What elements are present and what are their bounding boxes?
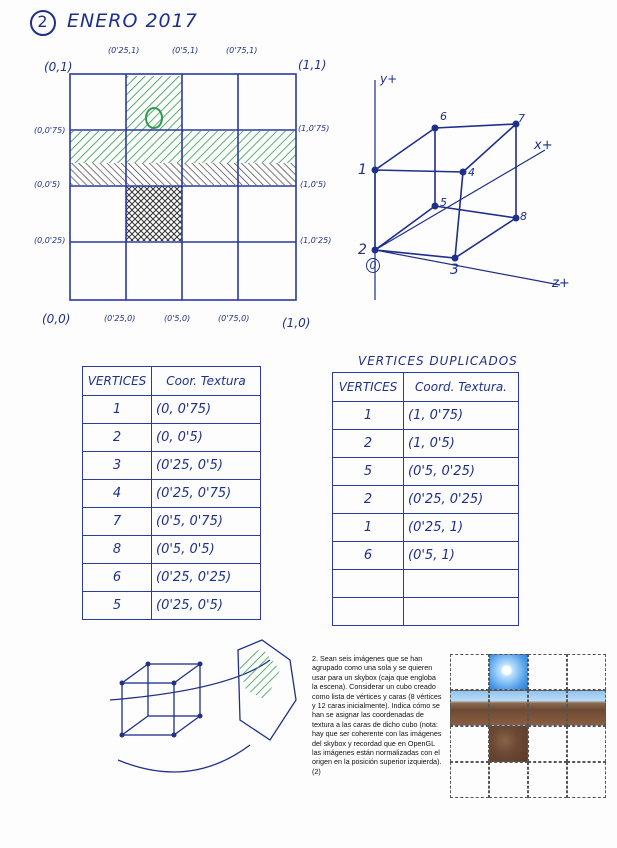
duplicated-vertices-title: VERTICES DUPLICADOS	[358, 354, 518, 368]
texcoord-cell: (0'5, 0'25)	[404, 458, 519, 486]
table-row	[333, 486, 519, 514]
uv-bottom-label: (0'5,0)	[164, 314, 191, 323]
texcoord-cell: (0'5, 0'5)	[152, 536, 261, 564]
table-row	[333, 542, 519, 570]
cube-axes	[375, 80, 560, 300]
table-row	[333, 402, 519, 430]
texcoord-cell: (0, 0'5)	[152, 424, 261, 452]
table-row	[83, 536, 261, 564]
exercise-number: 2	[30, 10, 56, 36]
col-header-vertices: VERTICES	[83, 367, 152, 396]
texture-coords-table	[82, 366, 261, 620]
skybox-back-face	[567, 690, 606, 726]
texcoord-cell: (0'25, 1)	[404, 514, 519, 542]
texcoord-cell: (0'25, 0'25)	[152, 564, 261, 592]
vertex-label: 6	[440, 110, 447, 123]
skybox-bottom-face	[489, 726, 528, 762]
table-row	[333, 514, 519, 542]
vertex-cell: 2	[333, 430, 404, 458]
uv-corner-top-right: (1,1)	[298, 58, 327, 72]
vertex-cell	[333, 598, 404, 626]
uv-top-label: (0'5,1)	[172, 46, 199, 55]
table-row	[83, 452, 261, 480]
uv-corner-top-left: (0,1)	[44, 60, 73, 74]
vertex-cell: 1	[333, 402, 404, 430]
uv-bottom-label: (0'75,0)	[218, 314, 250, 323]
skybox-empty-cell	[450, 726, 489, 762]
vertex-cell: 2	[333, 486, 404, 514]
texcoord-cell: (1, 0'5)	[404, 430, 519, 458]
col-header-texcoords: Coor. Textura	[152, 367, 261, 396]
table-row	[333, 570, 519, 598]
uv-corner-bottom-left: (0,0)	[42, 312, 71, 326]
vertex-cell: 2	[83, 424, 152, 452]
vertex-cell: 7	[83, 508, 152, 536]
skybox-empty-cell	[567, 726, 606, 762]
skybox-empty-cell	[567, 654, 606, 690]
texcoord-cell	[404, 598, 519, 626]
skybox-empty-cell	[489, 762, 528, 798]
uv-left-label: (0,0'5)	[34, 180, 61, 189]
duplicated-vertices-table	[332, 372, 519, 626]
crosshatch-cell	[126, 186, 182, 241]
vertex-cell: 8	[83, 536, 152, 564]
table-header-row	[333, 373, 519, 402]
skybox-empty-cell	[450, 654, 489, 690]
uv-corner-bottom-right: (1,0)	[282, 316, 311, 330]
uv-top-label: (0'25,1)	[108, 46, 140, 55]
table-row	[333, 430, 519, 458]
uv-bottom-label: (0'25,0)	[104, 314, 136, 323]
table-row	[83, 424, 261, 452]
vertex-cell: 1	[333, 514, 404, 542]
date-title: ENERO 2017	[67, 10, 198, 32]
vertex-cell: 3	[83, 452, 152, 480]
dark-hatch-band	[70, 163, 296, 185]
skybox-empty-cell	[528, 726, 567, 762]
skybox-right-face	[528, 690, 567, 726]
vertex-cell: 1	[83, 396, 152, 424]
vertex-label: 1	[358, 162, 367, 178]
vertex-cell: 6	[83, 564, 152, 592]
uv-right-label: (1,0'5)	[300, 180, 327, 189]
vertex-label: 5	[440, 196, 447, 209]
vertex-label: 2	[358, 242, 367, 258]
vertex-cell: 4	[83, 480, 152, 508]
vertex-label: 3	[450, 262, 459, 278]
table-row	[83, 564, 261, 592]
uv-left-label: (0,0'25)	[34, 236, 66, 245]
texcoord-cell: (0'5, 1)	[404, 542, 519, 570]
table-row	[83, 592, 261, 620]
skybox-empty-cell	[528, 762, 567, 798]
skybox-empty-cell	[567, 762, 606, 798]
skybox-left-face	[450, 690, 489, 726]
texcoord-cell	[404, 570, 519, 598]
green-hatch-top	[126, 76, 182, 131]
skybox-empty-cell	[528, 654, 567, 690]
axis-z-label: z+	[552, 276, 570, 291]
problem-statement: 2. Sean seis imágenes que se han agrupado como una sola y se quieren usar para un skybox (caja que engloba la escena). Considerar un cubo creado como lista de vértices y caras (8 vértices y 12 caras inicialmente). Indica cómo se han se asignar las coordenadas de textura a las caras de dicho cubo (nota: hay que ser coherente con las imágenes del skybox y recordad que en OpenGL las imágenes están normalizadas con el origen en la posición superior izquierda). (2)	[312, 654, 442, 776]
texcoord-cell: (0'25, 0'75)	[152, 480, 261, 508]
axis-y-label: y+	[380, 72, 398, 86]
vertex-cell: 5	[83, 592, 152, 620]
vertex-cell: 5	[333, 458, 404, 486]
col-header-texcoords: Coord. Textura.	[404, 373, 519, 402]
vertex-label: 4	[468, 166, 475, 179]
uv-right-label: (1,0'75)	[298, 124, 330, 133]
texcoord-cell: (0'25, 0'5)	[152, 452, 261, 480]
col-header-vertices: VERTICES	[333, 373, 404, 402]
skybox-front-face	[489, 690, 528, 726]
axis-x-label: x+	[534, 138, 553, 153]
texcoord-cell: (0'25, 0'25)	[404, 486, 519, 514]
texcoord-cell: (0'25, 0'5)	[152, 592, 261, 620]
uv-top-label: (0'75,1)	[226, 46, 258, 55]
uv-left-label: (0,0'75)	[34, 126, 66, 135]
table-row	[83, 508, 261, 536]
texcoord-cell: (0'5, 0'75)	[152, 508, 261, 536]
origin-mark: 0	[366, 258, 380, 273]
table-row	[333, 598, 519, 626]
vertex-cell: 6	[333, 542, 404, 570]
table-row	[83, 396, 261, 424]
vertex-label: 7	[518, 112, 525, 125]
table-row	[333, 458, 519, 486]
vertex-label: 8	[520, 210, 527, 223]
texcoord-cell: (1, 0'75)	[404, 402, 519, 430]
skybox-empty-cell	[450, 762, 489, 798]
texcoord-cell: (0, 0'75)	[152, 396, 261, 424]
skybox-cross-image	[450, 654, 606, 799]
vertex-cell	[333, 570, 404, 598]
skybox-top-face	[489, 654, 528, 690]
green-hatch-band	[70, 131, 296, 163]
table-header-row	[83, 367, 261, 396]
uv-right-label: (1,0'25)	[300, 236, 332, 245]
table-row	[83, 480, 261, 508]
